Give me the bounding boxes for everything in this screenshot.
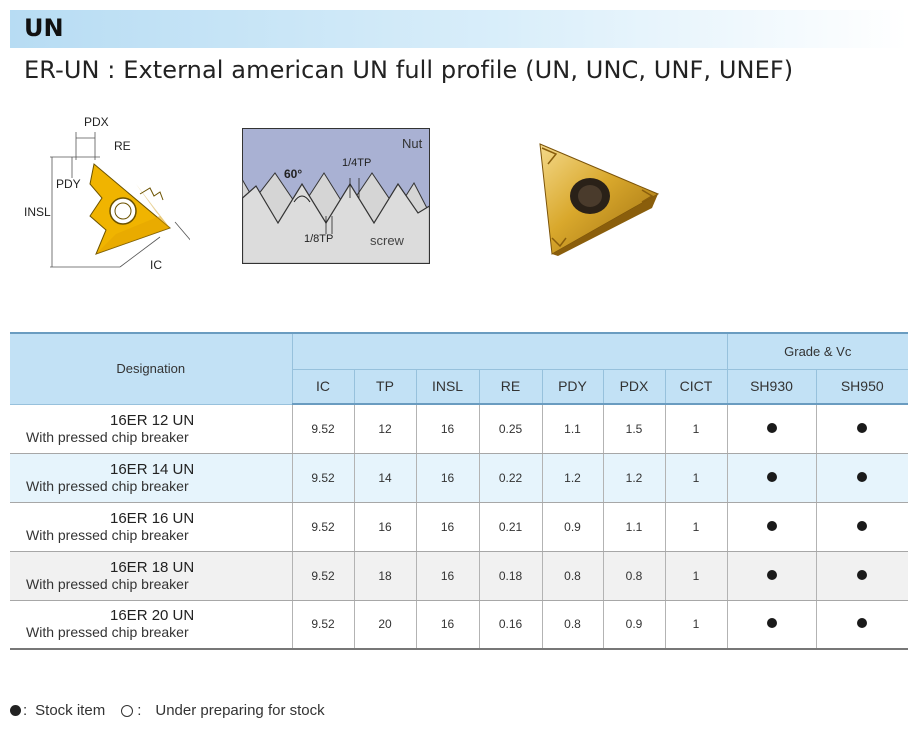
cell-cict: 1	[665, 502, 727, 551]
designation-code: 16ER 16 UN	[110, 509, 195, 527]
col-header-insl: INSL	[416, 369, 479, 404]
cell-cict: 1	[665, 453, 727, 502]
col-header-pdy: PDY	[542, 369, 603, 404]
designation-cell	[10, 404, 292, 453]
stock-cell-sh950	[816, 453, 908, 502]
cell-cict: 1	[665, 404, 727, 453]
stock-cell-sh930	[727, 453, 816, 502]
cell-pdx: 1.1	[603, 502, 665, 551]
page-subtitle: ER-UN : External american UN full profile (UN, UNC, UNF, UNEF)	[24, 56, 794, 84]
cell-pdy: 0.8	[542, 551, 603, 600]
cell-tp: 20	[354, 600, 416, 649]
eighth-tp-label: 1/8TP	[304, 233, 334, 245]
cell-insl: 16	[416, 453, 479, 502]
cell-pdx: 0.9	[603, 600, 665, 649]
table-row	[10, 551, 908, 600]
ic-label: IC	[150, 258, 162, 272]
designation-code: 16ER 12 UN	[110, 411, 195, 429]
designation-code: 16ER 20 UN	[110, 607, 195, 625]
stock-dot-icon	[857, 423, 867, 433]
stock-cell-sh950	[816, 404, 908, 453]
cell-re: 0.25	[479, 404, 542, 453]
stock-cell-sh930	[727, 502, 816, 551]
stock-symbol: :	[23, 702, 28, 719]
cell-insl: 16	[416, 404, 479, 453]
cell-ic: 9.52	[292, 404, 354, 453]
preparing-symbol: :	[137, 702, 142, 719]
cell-pdy: 1.1	[542, 404, 603, 453]
designation-note: With pressed chip breaker	[26, 624, 189, 641]
stock-cell-sh930	[727, 404, 816, 453]
insert-product-image	[532, 138, 664, 258]
stock-dot-icon	[767, 618, 777, 628]
stock-dot-icon	[857, 618, 867, 628]
cell-tp: 12	[354, 404, 416, 453]
stock-dot-icon	[767, 570, 777, 580]
pdx-label: PDX	[84, 115, 109, 129]
preparing-label: Under preparing for stock	[155, 702, 325, 719]
stock-legend	[10, 702, 331, 719]
table-row	[10, 502, 908, 551]
cell-re: 0.21	[479, 502, 542, 551]
nut-label: Nut	[402, 136, 423, 151]
cell-re: 0.22	[479, 453, 542, 502]
cell-ic: 9.52	[292, 551, 354, 600]
designation-cell	[10, 600, 292, 649]
cell-pdx: 0.8	[603, 551, 665, 600]
cell-insl: 16	[416, 551, 479, 600]
grade-header: Grade & Vc	[727, 333, 908, 369]
insert-dimension-drawing	[20, 112, 190, 282]
designation-cell	[10, 551, 292, 600]
table-row	[10, 404, 908, 453]
cell-pdx: 1.2	[603, 453, 665, 502]
col-header-ic: IC	[292, 369, 354, 404]
cell-re: 0.18	[479, 551, 542, 600]
table-row	[10, 600, 908, 649]
dimensions-header	[292, 333, 727, 369]
cell-ic: 9.52	[292, 600, 354, 649]
designation-header: Designation	[10, 333, 292, 404]
col-header-pdx: PDX	[603, 369, 665, 404]
cell-tp: 14	[354, 453, 416, 502]
re-label: RE	[114, 139, 131, 153]
section-title: UN	[24, 14, 64, 42]
stock-dot-icon	[767, 423, 777, 433]
stock-cell-sh930	[727, 551, 816, 600]
cell-pdy: 1.2	[542, 453, 603, 502]
cell-tp: 18	[354, 551, 416, 600]
grade-header-sh930: SH930	[727, 369, 816, 404]
stock-dot-icon	[857, 472, 867, 482]
cell-pdy: 0.9	[542, 502, 603, 551]
angle-label: 60°	[284, 167, 303, 181]
designation-note: With pressed chip breaker	[26, 575, 189, 592]
cell-cict: 1	[665, 551, 727, 600]
stock-cell-sh950	[816, 600, 908, 649]
cell-pdx: 1.5	[603, 404, 665, 453]
grade-header-sh950: SH950	[816, 369, 908, 404]
stock-dot-icon	[857, 521, 867, 531]
quarter-tp-label: 1/4TP	[342, 157, 372, 169]
section-header-bar	[10, 10, 908, 48]
insl-label: INSL	[24, 205, 51, 219]
designation-note: With pressed chip breaker	[26, 526, 189, 543]
stock-dot-icon	[767, 521, 777, 531]
cell-cict: 1	[665, 600, 727, 649]
stock-dot-icon	[10, 705, 21, 716]
stock-cell-sh950	[816, 502, 908, 551]
col-header-re: RE	[479, 369, 542, 404]
cell-ic: 9.52	[292, 453, 354, 502]
cell-insl: 16	[416, 600, 479, 649]
preparing-circle-icon	[121, 705, 133, 717]
designation-note: With pressed chip breaker	[26, 477, 189, 494]
cell-pdy: 0.8	[542, 600, 603, 649]
designation-code: 16ER 18 UN	[110, 558, 195, 576]
stock-cell-sh950	[816, 551, 908, 600]
cell-tp: 16	[354, 502, 416, 551]
stock-cell-sh930	[727, 600, 816, 649]
designation-cell	[10, 502, 292, 551]
pdy-label: PDY	[56, 177, 81, 191]
stock-dot-icon	[857, 570, 867, 580]
thread-profile-diagram	[242, 128, 430, 264]
table-row	[10, 453, 908, 502]
col-header-tp: TP	[354, 369, 416, 404]
stock-dot-icon	[767, 472, 777, 482]
designation-cell	[10, 453, 292, 502]
spec-table	[10, 332, 908, 650]
cell-ic: 9.52	[292, 502, 354, 551]
col-header-cict: CICT	[665, 369, 727, 404]
cell-re: 0.16	[479, 600, 542, 649]
designation-code: 16ER 14 UN	[110, 460, 195, 478]
stock-label: Stock item	[35, 702, 106, 719]
screw-label: screw	[370, 233, 404, 248]
designation-note: With pressed chip breaker	[26, 428, 189, 445]
cell-insl: 16	[416, 502, 479, 551]
